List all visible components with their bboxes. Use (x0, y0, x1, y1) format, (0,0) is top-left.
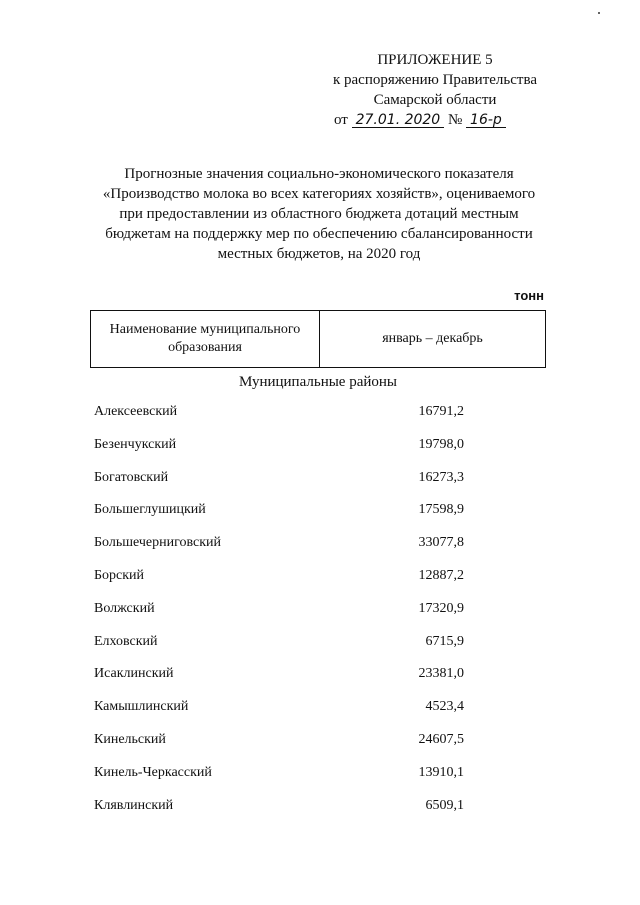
row-value: 16273,3 (418, 469, 464, 485)
row-name: Кинельский (94, 731, 166, 747)
row-value: 33077,8 (418, 535, 464, 551)
header-period: январь – декабрь (382, 331, 483, 346)
handwritten-date: 27.01. 2020 (352, 113, 445, 128)
table-row (94, 630, 546, 663)
row-name: Борский (94, 567, 145, 583)
row-name: Безенчукский (94, 436, 177, 452)
title-line: «Производство молока во всех категориях хозяйств», оцениваемого (102, 186, 536, 202)
row-value: 24607,5 (418, 731, 464, 747)
appendix-region: Самарской области (373, 92, 497, 108)
row-value: 4523,4 (425, 699, 464, 715)
table-row (94, 761, 546, 794)
title-line: Прогнозные значения социально-экономического показателя (124, 166, 514, 182)
row-value: 13910,1 (418, 764, 464, 780)
table-row (94, 728, 546, 761)
row-name: Клявлинский (94, 797, 174, 813)
row-value: 17598,9 (418, 502, 464, 518)
table-row (94, 794, 546, 827)
table-header (90, 310, 546, 368)
row-value: 23381,0 (418, 666, 464, 682)
scan-speck (598, 12, 600, 14)
title-line: при предоставлении из областного бюджета дотаций местным (119, 206, 519, 222)
row-name: Кинель-Черкасский (94, 764, 212, 780)
date-prefix: от (334, 112, 348, 128)
handwritten-number: 16-р (466, 113, 506, 128)
table-row (94, 662, 546, 695)
appendix-order-ref: к распоряжению Правительства (332, 72, 537, 88)
row-name: Богатовский (94, 469, 169, 485)
document-title (80, 164, 558, 264)
table-row (94, 564, 546, 597)
title-line: бюджетам на поддержку мер по обеспечению сбалансированности (105, 226, 533, 242)
table-row (94, 498, 546, 531)
row-name: Камышлинский (94, 699, 189, 715)
appendix-title: ПРИЛОЖЕНИЕ 5 (377, 52, 493, 68)
row-name: Исаклинский (94, 666, 174, 682)
appendix-header (300, 50, 570, 110)
table-row (94, 695, 546, 728)
table-row (94, 400, 546, 433)
row-value: 17320,9 (418, 600, 464, 616)
section-heading: Муниципальные районы (238, 374, 398, 390)
row-name: Волжский (94, 600, 155, 616)
row-value: 19798,0 (418, 436, 464, 452)
table-body (94, 400, 546, 826)
row-value: 12887,2 (418, 567, 464, 583)
order-date-number (334, 111, 594, 129)
table-row (94, 531, 546, 564)
table-row (94, 433, 546, 466)
title-line: местных бюджетов, на 2020 год (217, 246, 421, 262)
row-name: Елховский (94, 633, 158, 649)
table-row (94, 466, 546, 499)
header-municipality: Наименование муниципального образования (91, 311, 320, 367)
row-value: 6715,9 (425, 633, 464, 649)
unit-label: тонн (514, 288, 544, 303)
row-name: Большечерниговский (94, 535, 222, 551)
number-prefix: № (447, 112, 463, 128)
row-name: Большеглушицкий (94, 502, 206, 518)
row-value: 6509,1 (425, 797, 464, 813)
row-name: Алексеевский (94, 404, 178, 419)
row-value: 16791,2 (418, 404, 464, 419)
table-row (94, 597, 546, 630)
